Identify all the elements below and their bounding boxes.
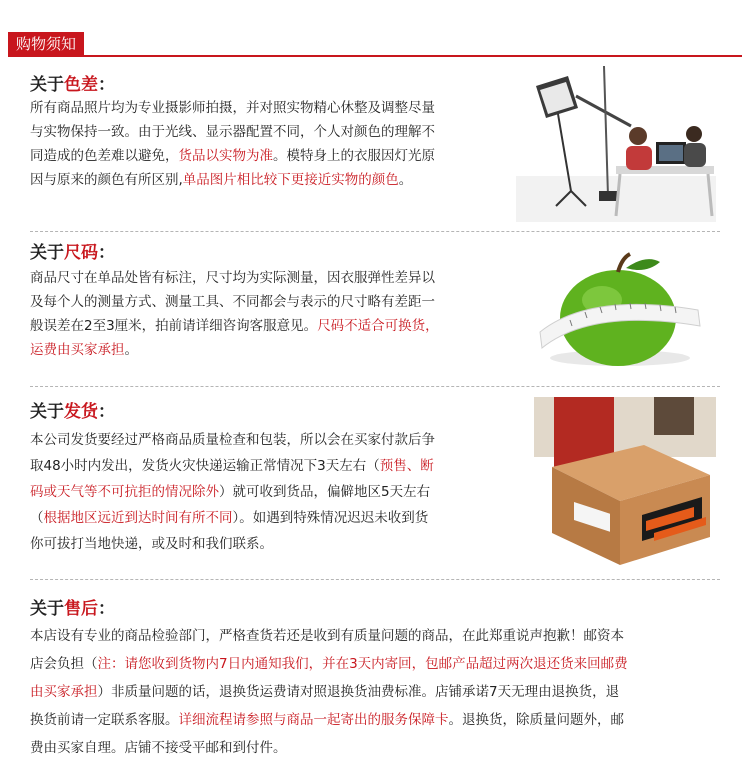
body-line: 所有商品照片均为专业摄影师拍摄，并对照实物精心休整及调整尽量: [30, 100, 435, 116]
body-line: [30, 453, 435, 479]
highlight-text: 预售、断: [379, 458, 434, 474]
text: ）就可收到货品，偏僻地区5天左右: [219, 484, 431, 500]
title-highlight: 色差: [64, 75, 98, 95]
highlight-text: 运费由买家承担: [30, 342, 125, 358]
section-divider: [30, 579, 720, 580]
highlight-text: 尺码不适合可换货，: [317, 318, 439, 334]
body-line: 你可拔打当地快递，或及时和我们联系。: [30, 536, 273, 552]
title-highlight: 尺码: [64, 243, 98, 263]
delivery-box-image: [534, 397, 716, 567]
section-body: [30, 266, 439, 362]
highlight-text: 货品以实物为准: [178, 148, 273, 164]
highlight-text: 注：请您收到货物内7日内通知我们，并在3天内寄回，包邮产品超过两次退还货来回邮费: [97, 656, 628, 672]
text: 。模特身上的衣服因灯光原: [273, 148, 435, 164]
text: 换货前请一定联系客服。: [30, 712, 179, 728]
body-line: [30, 678, 720, 706]
section-body: [30, 427, 435, 557]
body-line: [30, 479, 435, 505]
section-title: [30, 242, 115, 264]
text: 店会负担（: [30, 656, 98, 672]
text: 同造成的色差难以避免，: [30, 148, 179, 164]
text: 取48小时内发出，发货火灾快递运输正常情况下3天左右（: [30, 458, 380, 474]
body-line: [30, 168, 435, 192]
body-line: 与实物保持一致。由于光线、显示器配置不同，个人对颜色的理解不: [30, 124, 435, 140]
title-highlight: 售后: [64, 599, 98, 619]
section-body: [30, 96, 435, 192]
highlight-text: 单品图片相比较下更接近实物的颜色: [182, 172, 399, 188]
section-divider: [30, 231, 720, 232]
body-line: 商品尺寸在单品处皆有标注，尺寸均为实际测量，因衣服弹性差异以: [30, 270, 435, 286]
title-prefix: 关于: [30, 599, 64, 619]
text: 。退换货，除质量问题外，邮: [448, 712, 624, 728]
body-line: 本公司发货要经过严格商品质量检查和包装，所以会在买家付款后争: [30, 432, 435, 448]
body-line: 及每个人的测量方式、测量工具、不同都会与表示的尺寸略有差距一: [30, 294, 435, 310]
photo-studio-image: [516, 66, 716, 222]
body-line: 费由买家自理。店铺不接受平邮和到付件。: [30, 740, 287, 756]
text: 。: [124, 342, 138, 358]
body-line: [30, 144, 435, 168]
text: 般误差在2至3厘米，拍前请详细咨询客服意见。: [30, 318, 318, 334]
text: ）非质量问题的话，退换货运费请对照退换货油费标准。店铺承诺7天无理由退换货，退: [97, 684, 620, 700]
highlight-text: 码或天气等不可抗拒的情况除外: [30, 484, 219, 500]
title-prefix: 关于: [30, 75, 64, 95]
title-prefix: 关于: [30, 243, 64, 263]
header-title: 购物须知: [8, 32, 84, 56]
body-line: [30, 314, 439, 338]
text: ）。如遇到特殊情况迟迟未收到货: [232, 510, 429, 526]
text: 。: [398, 172, 413, 188]
title-suffix: ：: [98, 599, 115, 619]
highlight-text: 由买家承担: [30, 684, 98, 700]
text: 因与原来的颜色有所区别,: [30, 172, 183, 188]
body-line: 本店设有专业的商品检验部门，严格查货若还是收到有质量问题的商品，在此郑重说声抱歉！邮资本: [30, 628, 624, 644]
section-divider: [30, 386, 720, 387]
highlight-text: 根据地区远近到达时间有所不同: [43, 510, 233, 526]
section-title: [30, 401, 115, 423]
body-line: [30, 706, 720, 734]
header-rule: [8, 55, 742, 57]
title-suffix: ：: [98, 75, 115, 95]
title-suffix: ：: [98, 243, 115, 263]
body-line: [30, 338, 439, 362]
body-line: [30, 505, 435, 531]
section-title: [30, 598, 115, 620]
apple-tape-image: [530, 248, 706, 370]
text: （: [30, 510, 44, 526]
section-shipping: [0, 395, 750, 580]
section-title: [30, 74, 115, 96]
page-header: [0, 0, 750, 60]
title-highlight: 发货: [64, 402, 98, 422]
section-size: [0, 240, 750, 385]
section-after-sale: [0, 592, 750, 762]
body-line: [30, 650, 720, 678]
highlight-text: 详细流程请参照与商品一起寄出的服务保障卡: [178, 712, 449, 728]
section-color-diff: [0, 70, 750, 230]
title-prefix: 关于: [30, 402, 64, 422]
section-body: [30, 622, 720, 762]
title-suffix: ：: [98, 402, 115, 422]
